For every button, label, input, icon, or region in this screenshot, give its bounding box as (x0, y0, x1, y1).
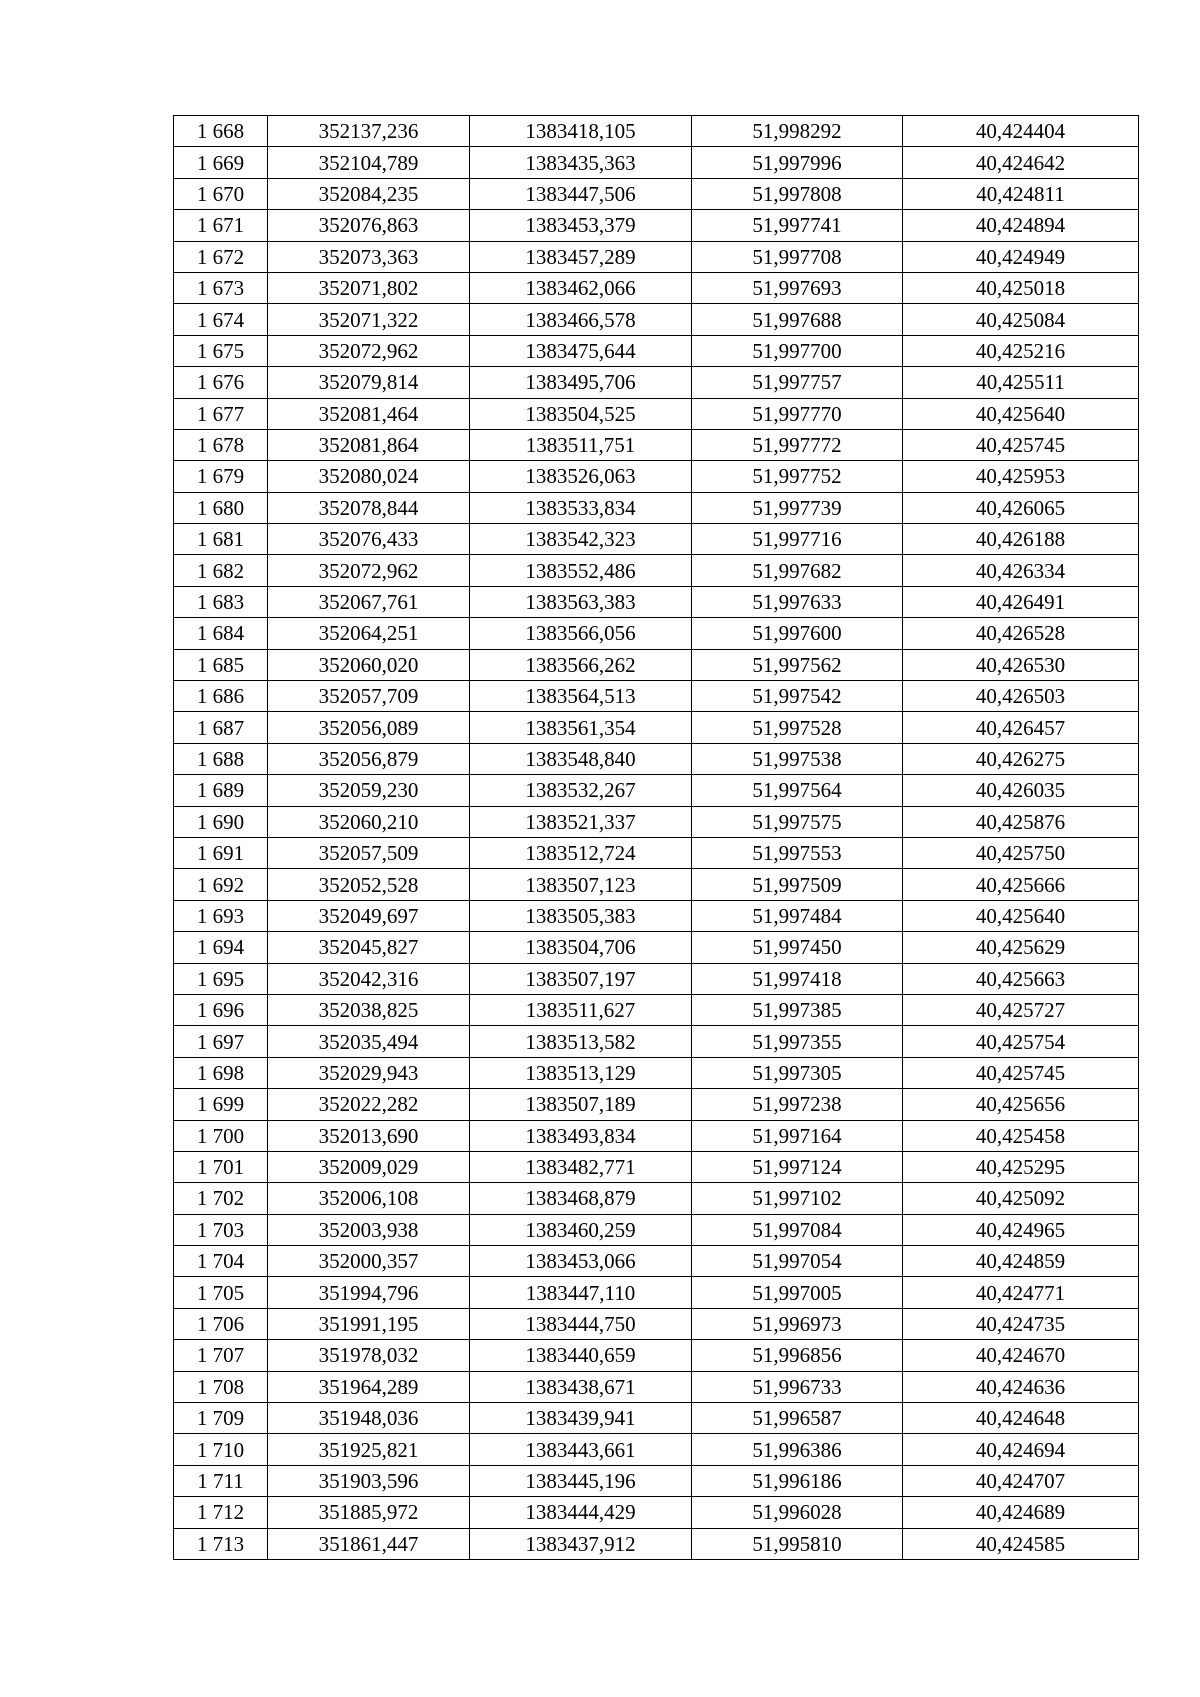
point-number-cell: 1 683 (174, 586, 268, 617)
x-coordinate-cell: 351991,195 (268, 1308, 470, 1339)
latitude-cell: 51,997084 (692, 1214, 903, 1245)
longitude-cell: 40,425092 (903, 1183, 1139, 1214)
latitude-cell: 51,997700 (692, 335, 903, 366)
y-coordinate-cell: 1383561,354 (470, 712, 692, 743)
latitude-cell: 51,997484 (692, 900, 903, 931)
x-coordinate-cell: 352076,433 (268, 524, 470, 555)
table-row (174, 681, 1139, 712)
y-coordinate-cell: 1383521,337 (470, 806, 692, 837)
x-coordinate-cell: 352035,494 (268, 1026, 470, 1057)
x-coordinate-cell: 352073,363 (268, 241, 470, 272)
point-number-cell: 1 678 (174, 429, 268, 460)
point-number-cell: 1 677 (174, 398, 268, 429)
x-coordinate-cell: 352009,029 (268, 1151, 470, 1182)
longitude-cell: 40,425458 (903, 1120, 1139, 1151)
latitude-cell: 51,997385 (692, 994, 903, 1025)
y-coordinate-cell: 1383475,644 (470, 335, 692, 366)
table-row (174, 555, 1139, 586)
table-row (174, 806, 1139, 837)
y-coordinate-cell: 1383548,840 (470, 743, 692, 774)
longitude-cell: 40,425727 (903, 994, 1139, 1025)
table-row (174, 649, 1139, 680)
longitude-cell: 40,425953 (903, 461, 1139, 492)
latitude-cell: 51,996186 (692, 1465, 903, 1496)
latitude-cell: 51,997509 (692, 869, 903, 900)
latitude-cell: 51,997772 (692, 429, 903, 460)
latitude-cell: 51,997355 (692, 1026, 903, 1057)
point-number-cell: 1 701 (174, 1151, 268, 1182)
y-coordinate-cell: 1383447,506 (470, 178, 692, 209)
y-coordinate-cell: 1383513,582 (470, 1026, 692, 1057)
latitude-cell: 51,997450 (692, 932, 903, 963)
latitude-cell: 51,997688 (692, 304, 903, 335)
latitude-cell: 51,997562 (692, 649, 903, 680)
y-coordinate-cell: 1383453,066 (470, 1246, 692, 1277)
longitude-cell: 40,424694 (903, 1434, 1139, 1465)
x-coordinate-cell: 352071,802 (268, 272, 470, 303)
table-row (174, 1403, 1139, 1434)
point-number-cell: 1 704 (174, 1246, 268, 1277)
longitude-cell: 40,426275 (903, 743, 1139, 774)
table-row (174, 398, 1139, 429)
y-coordinate-cell: 1383440,659 (470, 1340, 692, 1371)
longitude-cell: 40,425629 (903, 932, 1139, 963)
table-row (174, 429, 1139, 460)
y-coordinate-cell: 1383457,289 (470, 241, 692, 272)
table-row (174, 210, 1139, 241)
point-number-cell: 1 672 (174, 241, 268, 272)
latitude-cell: 51,996856 (692, 1340, 903, 1371)
longitude-cell: 40,424707 (903, 1465, 1139, 1496)
x-coordinate-cell: 351925,821 (268, 1434, 470, 1465)
point-number-cell: 1 685 (174, 649, 268, 680)
y-coordinate-cell: 1383507,197 (470, 963, 692, 994)
latitude-cell: 51,997808 (692, 178, 903, 209)
y-coordinate-cell: 1383439,941 (470, 1403, 692, 1434)
table-row (174, 1465, 1139, 1496)
x-coordinate-cell: 352080,024 (268, 461, 470, 492)
table-row (174, 461, 1139, 492)
longitude-cell: 40,424811 (903, 178, 1139, 209)
y-coordinate-cell: 1383453,379 (470, 210, 692, 241)
point-number-cell: 1 693 (174, 900, 268, 931)
point-number-cell: 1 673 (174, 272, 268, 303)
latitude-cell: 51,997752 (692, 461, 903, 492)
x-coordinate-cell: 352003,938 (268, 1214, 470, 1245)
table-row (174, 963, 1139, 994)
table-row (174, 492, 1139, 523)
point-number-cell: 1 703 (174, 1214, 268, 1245)
y-coordinate-cell: 1383504,525 (470, 398, 692, 429)
longitude-cell: 40,425640 (903, 398, 1139, 429)
y-coordinate-cell: 1383542,323 (470, 524, 692, 555)
x-coordinate-cell: 352079,814 (268, 367, 470, 398)
table-row (174, 178, 1139, 209)
y-coordinate-cell: 1383493,834 (470, 1120, 692, 1151)
point-number-cell: 1 674 (174, 304, 268, 335)
point-number-cell: 1 713 (174, 1528, 268, 1559)
longitude-cell: 40,426334 (903, 555, 1139, 586)
longitude-cell: 40,425666 (903, 869, 1139, 900)
point-number-cell: 1 689 (174, 775, 268, 806)
table-row (174, 900, 1139, 931)
table-row (174, 869, 1139, 900)
longitude-cell: 40,424670 (903, 1340, 1139, 1371)
y-coordinate-cell: 1383445,196 (470, 1465, 692, 1496)
point-number-cell: 1 681 (174, 524, 268, 555)
latitude-cell: 51,997770 (692, 398, 903, 429)
latitude-cell: 51,997553 (692, 837, 903, 868)
latitude-cell: 51,996386 (692, 1434, 903, 1465)
point-number-cell: 1 690 (174, 806, 268, 837)
table-row (174, 932, 1139, 963)
x-coordinate-cell: 352059,230 (268, 775, 470, 806)
point-number-cell: 1 679 (174, 461, 268, 492)
x-coordinate-cell: 352006,108 (268, 1183, 470, 1214)
x-coordinate-cell: 351948,036 (268, 1403, 470, 1434)
latitude-cell: 51,997708 (692, 241, 903, 272)
point-number-cell: 1 702 (174, 1183, 268, 1214)
table-row (174, 1528, 1139, 1559)
point-number-cell: 1 709 (174, 1403, 268, 1434)
point-number-cell: 1 692 (174, 869, 268, 900)
y-coordinate-cell: 1383418,105 (470, 116, 692, 147)
point-number-cell: 1 670 (174, 178, 268, 209)
coordinates-table-body (174, 116, 1139, 1560)
table-row (174, 1497, 1139, 1528)
latitude-cell: 51,997528 (692, 712, 903, 743)
latitude-cell: 51,997005 (692, 1277, 903, 1308)
table-row (174, 1277, 1139, 1308)
longitude-cell: 40,425754 (903, 1026, 1139, 1057)
latitude-cell: 51,997564 (692, 775, 903, 806)
x-coordinate-cell: 352072,962 (268, 335, 470, 366)
point-number-cell: 1 684 (174, 618, 268, 649)
longitude-cell: 40,425745 (903, 429, 1139, 460)
y-coordinate-cell: 1383462,066 (470, 272, 692, 303)
point-number-cell: 1 706 (174, 1308, 268, 1339)
y-coordinate-cell: 1383466,578 (470, 304, 692, 335)
latitude-cell: 51,997124 (692, 1151, 903, 1182)
table-row (174, 272, 1139, 303)
latitude-cell: 51,997682 (692, 555, 903, 586)
longitude-cell: 40,424648 (903, 1403, 1139, 1434)
point-number-cell: 1 691 (174, 837, 268, 868)
table-row (174, 116, 1139, 147)
longitude-cell: 40,425018 (903, 272, 1139, 303)
y-coordinate-cell: 1383511,627 (470, 994, 692, 1025)
point-number-cell: 1 696 (174, 994, 268, 1025)
table-row (174, 1214, 1139, 1245)
point-number-cell: 1 676 (174, 367, 268, 398)
x-coordinate-cell: 352072,962 (268, 555, 470, 586)
y-coordinate-cell: 1383435,363 (470, 147, 692, 178)
y-coordinate-cell: 1383507,123 (470, 869, 692, 900)
y-coordinate-cell: 1383532,267 (470, 775, 692, 806)
y-coordinate-cell: 1383526,063 (470, 461, 692, 492)
point-number-cell: 1 711 (174, 1465, 268, 1496)
point-number-cell: 1 668 (174, 116, 268, 147)
table-row (174, 837, 1139, 868)
y-coordinate-cell: 1383444,429 (470, 1497, 692, 1528)
table-row (174, 1183, 1139, 1214)
point-number-cell: 1 700 (174, 1120, 268, 1151)
x-coordinate-cell: 352057,709 (268, 681, 470, 712)
latitude-cell: 51,997739 (692, 492, 903, 523)
y-coordinate-cell: 1383447,110 (470, 1277, 692, 1308)
longitude-cell: 40,426491 (903, 586, 1139, 617)
x-coordinate-cell: 351964,289 (268, 1371, 470, 1402)
longitude-cell: 40,425656 (903, 1089, 1139, 1120)
longitude-cell: 40,425750 (903, 837, 1139, 868)
longitude-cell: 40,426065 (903, 492, 1139, 523)
table-row (174, 618, 1139, 649)
table-row (174, 335, 1139, 366)
table-row (174, 586, 1139, 617)
latitude-cell: 51,997633 (692, 586, 903, 617)
x-coordinate-cell: 352067,761 (268, 586, 470, 617)
x-coordinate-cell: 352081,464 (268, 398, 470, 429)
table-row (174, 304, 1139, 335)
table-row (174, 1371, 1139, 1402)
x-coordinate-cell: 352057,509 (268, 837, 470, 868)
point-number-cell: 1 699 (174, 1089, 268, 1120)
longitude-cell: 40,425745 (903, 1057, 1139, 1088)
y-coordinate-cell: 1383495,706 (470, 367, 692, 398)
longitude-cell: 40,425640 (903, 900, 1139, 931)
table-row (174, 367, 1139, 398)
longitude-cell: 40,424404 (903, 116, 1139, 147)
table-row (174, 1151, 1139, 1182)
longitude-cell: 40,424965 (903, 1214, 1139, 1245)
table-row (174, 743, 1139, 774)
longitude-cell: 40,424771 (903, 1277, 1139, 1308)
y-coordinate-cell: 1383512,724 (470, 837, 692, 868)
table-row (174, 1340, 1139, 1371)
table-row (174, 1434, 1139, 1465)
longitude-cell: 40,425295 (903, 1151, 1139, 1182)
x-coordinate-cell: 351861,447 (268, 1528, 470, 1559)
longitude-cell: 40,424689 (903, 1497, 1139, 1528)
point-number-cell: 1 682 (174, 555, 268, 586)
longitude-cell: 40,425216 (903, 335, 1139, 366)
longitude-cell: 40,426528 (903, 618, 1139, 649)
point-number-cell: 1 688 (174, 743, 268, 774)
x-coordinate-cell: 352000,357 (268, 1246, 470, 1277)
latitude-cell: 51,996587 (692, 1403, 903, 1434)
table-row (174, 712, 1139, 743)
latitude-cell: 51,997538 (692, 743, 903, 774)
latitude-cell: 51,996733 (692, 1371, 903, 1402)
x-coordinate-cell: 351903,596 (268, 1465, 470, 1496)
y-coordinate-cell: 1383566,056 (470, 618, 692, 649)
y-coordinate-cell: 1383468,879 (470, 1183, 692, 1214)
longitude-cell: 40,426530 (903, 649, 1139, 680)
y-coordinate-cell: 1383563,383 (470, 586, 692, 617)
y-coordinate-cell: 1383504,706 (470, 932, 692, 963)
table-row (174, 1089, 1139, 1120)
y-coordinate-cell: 1383511,751 (470, 429, 692, 460)
x-coordinate-cell: 352060,020 (268, 649, 470, 680)
table-row (174, 1026, 1139, 1057)
latitude-cell: 51,997741 (692, 210, 903, 241)
latitude-cell: 51,995810 (692, 1528, 903, 1559)
table-row (174, 1308, 1139, 1339)
table-row (174, 1057, 1139, 1088)
latitude-cell: 51,996028 (692, 1497, 903, 1528)
x-coordinate-cell: 352064,251 (268, 618, 470, 649)
latitude-cell: 51,997054 (692, 1246, 903, 1277)
table-row (174, 1246, 1139, 1277)
x-coordinate-cell: 351994,796 (268, 1277, 470, 1308)
longitude-cell: 40,424859 (903, 1246, 1139, 1277)
y-coordinate-cell: 1383443,661 (470, 1434, 692, 1465)
y-coordinate-cell: 1383552,486 (470, 555, 692, 586)
latitude-cell: 51,996973 (692, 1308, 903, 1339)
latitude-cell: 51,997996 (692, 147, 903, 178)
x-coordinate-cell: 352078,844 (268, 492, 470, 523)
longitude-cell: 40,425084 (903, 304, 1139, 335)
y-coordinate-cell: 1383444,750 (470, 1308, 692, 1339)
longitude-cell: 40,424636 (903, 1371, 1139, 1402)
point-number-cell: 1 669 (174, 147, 268, 178)
point-number-cell: 1 694 (174, 932, 268, 963)
table-row (174, 147, 1139, 178)
latitude-cell: 51,997693 (692, 272, 903, 303)
table-row (174, 241, 1139, 272)
latitude-cell: 51,997600 (692, 618, 903, 649)
x-coordinate-cell: 352076,863 (268, 210, 470, 241)
longitude-cell: 40,424894 (903, 210, 1139, 241)
longitude-cell: 40,425663 (903, 963, 1139, 994)
point-number-cell: 1 707 (174, 1340, 268, 1371)
table-row (174, 994, 1139, 1025)
longitude-cell: 40,426503 (903, 681, 1139, 712)
point-number-cell: 1 687 (174, 712, 268, 743)
x-coordinate-cell: 352104,789 (268, 147, 470, 178)
longitude-cell: 40,425511 (903, 367, 1139, 398)
latitude-cell: 51,997418 (692, 963, 903, 994)
x-coordinate-cell: 352137,236 (268, 116, 470, 147)
x-coordinate-cell: 352038,825 (268, 994, 470, 1025)
table-row (174, 775, 1139, 806)
latitude-cell: 51,997542 (692, 681, 903, 712)
latitude-cell: 51,998292 (692, 116, 903, 147)
latitude-cell: 51,997102 (692, 1183, 903, 1214)
coordinates-table (173, 115, 1139, 1560)
x-coordinate-cell: 352056,879 (268, 743, 470, 774)
longitude-cell: 40,424949 (903, 241, 1139, 272)
table-row (174, 1120, 1139, 1151)
x-coordinate-cell: 352060,210 (268, 806, 470, 837)
x-coordinate-cell: 352022,282 (268, 1089, 470, 1120)
point-number-cell: 1 698 (174, 1057, 268, 1088)
point-number-cell: 1 671 (174, 210, 268, 241)
x-coordinate-cell: 352071,322 (268, 304, 470, 335)
y-coordinate-cell: 1383533,834 (470, 492, 692, 523)
point-number-cell: 1 680 (174, 492, 268, 523)
x-coordinate-cell: 352042,316 (268, 963, 470, 994)
x-coordinate-cell: 352081,864 (268, 429, 470, 460)
longitude-cell: 40,425876 (903, 806, 1139, 837)
y-coordinate-cell: 1383438,671 (470, 1371, 692, 1402)
y-coordinate-cell: 1383513,129 (470, 1057, 692, 1088)
latitude-cell: 51,997164 (692, 1120, 903, 1151)
y-coordinate-cell: 1383437,912 (470, 1528, 692, 1559)
longitude-cell: 40,424735 (903, 1308, 1139, 1339)
x-coordinate-cell: 352084,235 (268, 178, 470, 209)
point-number-cell: 1 708 (174, 1371, 268, 1402)
y-coordinate-cell: 1383564,513 (470, 681, 692, 712)
x-coordinate-cell: 352052,528 (268, 869, 470, 900)
point-number-cell: 1 705 (174, 1277, 268, 1308)
point-number-cell: 1 712 (174, 1497, 268, 1528)
y-coordinate-cell: 1383505,383 (470, 900, 692, 931)
x-coordinate-cell: 352045,827 (268, 932, 470, 963)
latitude-cell: 51,997305 (692, 1057, 903, 1088)
x-coordinate-cell: 352056,089 (268, 712, 470, 743)
longitude-cell: 40,426035 (903, 775, 1139, 806)
table-row (174, 524, 1139, 555)
longitude-cell: 40,424642 (903, 147, 1139, 178)
point-number-cell: 1 697 (174, 1026, 268, 1057)
longitude-cell: 40,424585 (903, 1528, 1139, 1559)
y-coordinate-cell: 1383566,262 (470, 649, 692, 680)
longitude-cell: 40,426188 (903, 524, 1139, 555)
point-number-cell: 1 710 (174, 1434, 268, 1465)
x-coordinate-cell: 352013,690 (268, 1120, 470, 1151)
x-coordinate-cell: 352049,697 (268, 900, 470, 931)
latitude-cell: 51,997238 (692, 1089, 903, 1120)
y-coordinate-cell: 1383460,259 (470, 1214, 692, 1245)
point-number-cell: 1 695 (174, 963, 268, 994)
longitude-cell: 40,426457 (903, 712, 1139, 743)
x-coordinate-cell: 351885,972 (268, 1497, 470, 1528)
latitude-cell: 51,997575 (692, 806, 903, 837)
x-coordinate-cell: 351978,032 (268, 1340, 470, 1371)
y-coordinate-cell: 1383507,189 (470, 1089, 692, 1120)
point-number-cell: 1 675 (174, 335, 268, 366)
latitude-cell: 51,997716 (692, 524, 903, 555)
point-number-cell: 1 686 (174, 681, 268, 712)
x-coordinate-cell: 352029,943 (268, 1057, 470, 1088)
y-coordinate-cell: 1383482,771 (470, 1151, 692, 1182)
latitude-cell: 51,997757 (692, 367, 903, 398)
